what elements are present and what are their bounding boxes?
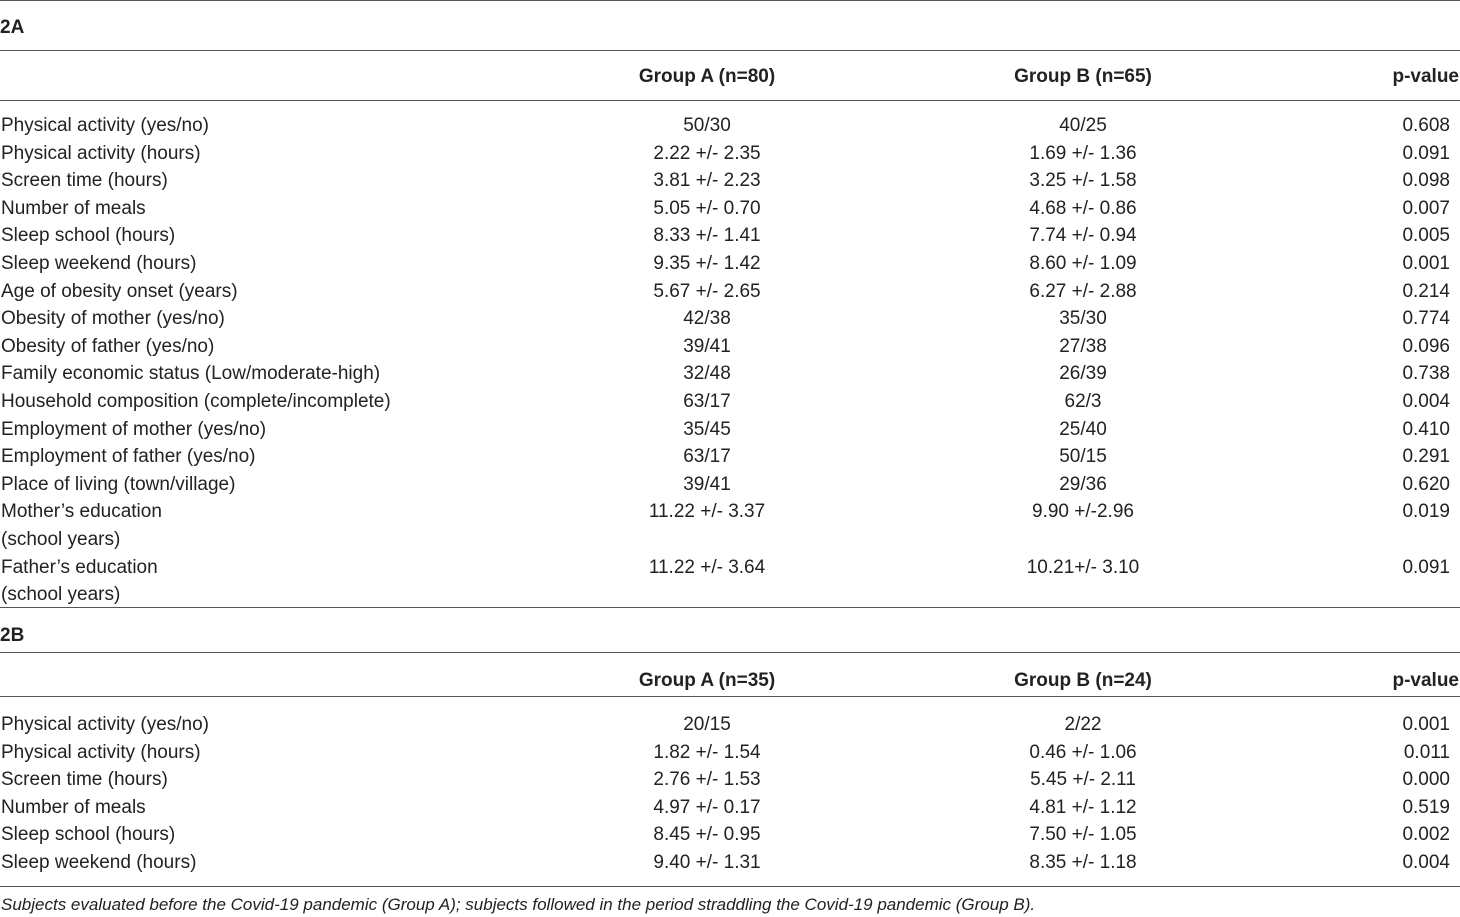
p-value: 0.004 [1402, 852, 1450, 873]
table-row [0, 333, 1460, 360]
row-label: Screen time (hours) [1, 769, 168, 791]
row-label: Employment of father (yes/no) [1, 446, 256, 468]
section-label-2b: 2B [0, 625, 25, 646]
group-b-value: 9.90 +/-2.96 [1032, 501, 1134, 523]
p-value: 0.091 [1402, 142, 1450, 164]
row-label: Place of living (town/village) [1, 473, 236, 495]
group-a-value: 2.22 +/- 2.35 [653, 142, 761, 164]
group-b-value: 25/40 [1059, 418, 1107, 440]
table-row [0, 112, 1460, 139]
p-value: 0.000 [1402, 769, 1450, 791]
row-label: Father’s education (school years) [1, 556, 158, 606]
row-label: Age of obesity onset (years) [1, 280, 238, 302]
row-label: Sleep weekend (hours) [1, 852, 197, 873]
table-row [0, 250, 1460, 277]
table-row [0, 360, 1460, 387]
group-b-value: 7.74 +/- 0.94 [1029, 225, 1137, 247]
table-row [0, 195, 1460, 222]
group-a-value: 2.76 +/- 1.53 [653, 769, 761, 791]
row-label: Household composition (complete/incomplete) [1, 391, 391, 412]
group-a-value: 5.67 +/- 2.65 [653, 280, 761, 302]
group-a-value: 9.40 +/- 1.31 [653, 852, 761, 873]
group-b-value: 6.27 +/- 2.88 [1029, 280, 1137, 302]
rule-below-2a-header [0, 100, 1460, 101]
table-row [0, 305, 1460, 332]
group-b-value: 3.25 +/- 1.58 [1029, 170, 1137, 192]
header-group-a-2b: Group A (n=35) [638, 670, 776, 691]
p-value: 0.608 [1402, 115, 1450, 136]
rule-end-2b [0, 886, 1460, 887]
group-b-value: 8.60 +/- 1.09 [1029, 253, 1137, 274]
group-a-value: 8.33 +/- 1.41 [653, 225, 761, 247]
rule-below-2a-label [0, 50, 1460, 51]
group-b-value: 4.81 +/- 1.12 [1029, 796, 1137, 818]
p-value: 0.096 [1402, 335, 1450, 357]
table-row [0, 278, 1460, 305]
table-row [0, 849, 1460, 876]
row-label: Sleep school (hours) [1, 824, 176, 846]
group-b-value: 5.45 +/- 2.11 [1030, 769, 1136, 791]
table-row [0, 794, 1460, 821]
group-a-value: 63/17 [683, 391, 731, 412]
table-row [0, 471, 1460, 498]
p-value: 0.005 [1402, 225, 1450, 247]
group-a-value: 8.45 +/- 0.95 [653, 824, 761, 846]
p-value: 0.519 [1402, 796, 1450, 818]
group-a-value: 5.05 +/- 0.70 [653, 197, 761, 219]
row-label: Sleep school (hours) [1, 225, 176, 247]
table-row [0, 498, 1460, 550]
row-label: Mother’s education (school years) [1, 501, 162, 550]
row-label: Family economic status (Low/moderate-high) [1, 363, 381, 385]
group-a-value: 50/30 [683, 115, 731, 136]
p-value: 0.774 [1402, 308, 1450, 330]
footnote: Subjects evaluated before the Covid-19 pandemic (Group A); subjects followed in the period straddling the Covid-19 pandemic (Group B). [1, 895, 1036, 914]
row-label: Physical activity (yes/no) [1, 115, 210, 136]
p-value: 0.019 [1402, 501, 1450, 523]
group-a-value: 1.82 +/- 1.54 [653, 741, 761, 763]
table-row [0, 388, 1460, 415]
group-b-value: 40/25 [1059, 115, 1107, 136]
section-label-2a: 2A [0, 17, 25, 38]
p-value: 0.214 [1402, 280, 1450, 302]
group-a-value: 9.35 +/- 1.42 [653, 253, 761, 274]
p-value: 0.291 [1402, 446, 1450, 468]
table-row [0, 416, 1460, 443]
group-b-value: 26/39 [1059, 363, 1107, 385]
group-a-value: 11.22 +/- 3.64 [648, 556, 766, 578]
header-p-value-2b: p-value [1392, 670, 1459, 691]
header-group-b-2b: Group B (n=24) [1014, 670, 1152, 691]
p-value: 0.001 [1402, 714, 1450, 735]
p-value: 0.620 [1402, 473, 1450, 495]
group-b-value: 29/36 [1059, 473, 1107, 495]
p-value: 0.004 [1402, 391, 1450, 412]
p-value: 0.007 [1402, 197, 1450, 219]
table-row [0, 711, 1460, 738]
row-label: Employment of mother (yes/no) [1, 418, 267, 440]
row-label: Physical activity (yes/no) [1, 714, 210, 735]
group-b-value: 50/15 [1059, 446, 1107, 468]
group-a-value: 63/17 [683, 446, 731, 468]
group-a-value: 39/41 [683, 335, 731, 357]
p-value: 0.738 [1402, 363, 1450, 385]
group-a-value: 4.97 +/- 0.17 [653, 796, 761, 818]
p-value: 0.410 [1402, 418, 1450, 440]
group-a-value: 32/48 [683, 363, 731, 385]
row-label: Physical activity (hours) [1, 142, 201, 164]
group-b-value: 62/3 [1064, 391, 1102, 412]
table-row [0, 821, 1460, 848]
table-row [0, 739, 1460, 766]
table-row [0, 766, 1460, 793]
group-b-value: 0.46 +/- 1.06 [1029, 741, 1137, 763]
group-a-value: 35/45 [683, 418, 731, 440]
group-a-value: 42/38 [683, 308, 731, 330]
p-value: 0.001 [1402, 253, 1450, 274]
row-label: Number of meals [1, 197, 146, 219]
group-b-value: 35/30 [1059, 308, 1107, 330]
row-label: Screen time (hours) [1, 170, 168, 192]
p-value: 0.091 [1402, 556, 1450, 578]
rule-below-2b-label [0, 652, 1460, 653]
group-b-value: 27/38 [1059, 335, 1107, 357]
group-b-value: 8.35 +/- 1.18 [1029, 852, 1137, 873]
rule-below-2b-header [0, 696, 1460, 697]
p-value: 0.011 [1403, 741, 1450, 763]
group-a-value: 20/15 [683, 714, 731, 735]
rule-end-2a [0, 607, 1460, 608]
table-row [0, 167, 1460, 194]
header-p-value-2a: p-value [1392, 66, 1459, 87]
group-a-value: 39/41 [683, 473, 731, 495]
p-value: 0.098 [1402, 170, 1450, 192]
row-label: Sleep weekend (hours) [1, 253, 197, 274]
header-group-a-2a: Group A (n=80) [638, 66, 776, 87]
row-label: Number of meals [1, 796, 146, 818]
row-label: Obesity of father (yes/no) [1, 335, 215, 357]
group-b-value: 2/22 [1064, 714, 1102, 735]
table-row [0, 554, 1460, 606]
group-a-value: 11.22 +/- 3.37 [648, 501, 766, 523]
table-row [0, 443, 1460, 470]
group-b-value: 1.69 +/- 1.36 [1029, 142, 1137, 164]
header-group-b-2a: Group B (n=65) [1014, 66, 1152, 87]
row-label: Physical activity (hours) [1, 741, 201, 763]
group-b-value: 7.50 +/- 1.05 [1029, 824, 1137, 846]
p-value: 0.002 [1402, 824, 1450, 846]
group-b-value: 4.68 +/- 0.86 [1029, 197, 1137, 219]
top-rule [0, 0, 1460, 1]
group-a-value: 3.81 +/- 2.23 [653, 170, 761, 192]
group-b-value: 10.21+/- 3.10 [1026, 556, 1140, 578]
table-row [0, 140, 1460, 167]
table-row [0, 222, 1460, 249]
row-label: Obesity of mother (yes/no) [1, 308, 225, 330]
